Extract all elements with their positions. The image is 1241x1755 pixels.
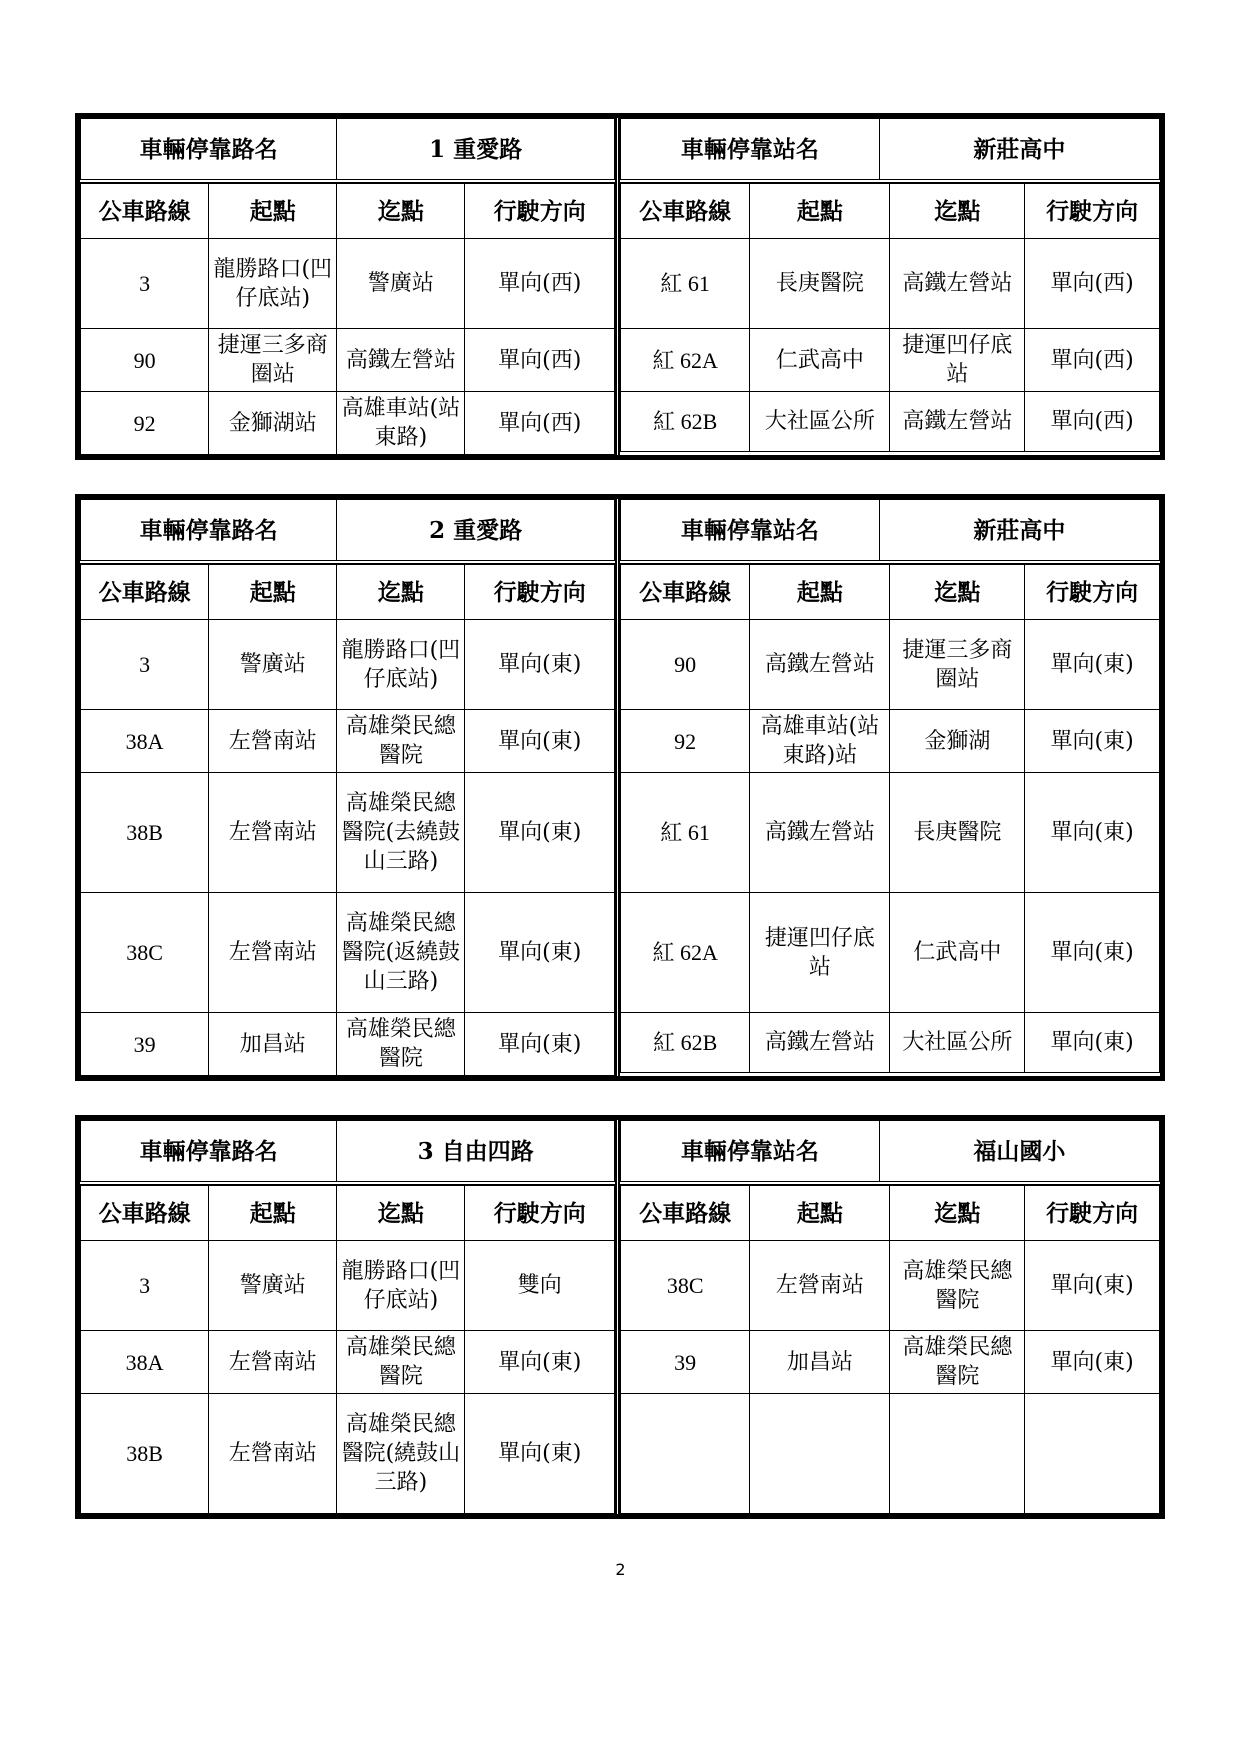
col-end-header: 迄點: [890, 565, 1025, 620]
end-cell: 高雄榮民總醫院: [337, 1013, 465, 1076]
stop-table-1: [620, 118, 1160, 455]
start-cell: 加昌站: [750, 1331, 890, 1394]
route-cell: 38C: [621, 1241, 750, 1331]
direction-cell: 單向(西): [465, 329, 615, 392]
route-cell: 90: [621, 620, 750, 710]
direction-cell: 單向(東): [465, 620, 615, 710]
route-cell: 39: [621, 1331, 750, 1394]
bus-table-block-1: [75, 113, 1165, 460]
route-cell: [621, 1394, 750, 1514]
col-start-header: 起點: [209, 565, 337, 620]
bus-table-block-3: [75, 1115, 1165, 1519]
road-name-value: 3 自由四路: [337, 1121, 615, 1184]
col-end-header: 迄點: [337, 1186, 465, 1241]
col-direction-header: 行駛方向: [1025, 1186, 1160, 1241]
table-row: [621, 329, 1160, 392]
route-cell: 紅 62A: [621, 329, 750, 392]
direction-cell: 單向(東): [465, 710, 615, 773]
start-cell: 警廣站: [209, 1241, 337, 1331]
end-cell: 高雄榮民總醫院: [337, 1331, 465, 1394]
route-cell: 90: [81, 329, 209, 392]
start-cell: 左營南站: [209, 773, 337, 893]
route-cell: 3: [81, 239, 209, 329]
col-start-header: 起點: [750, 184, 890, 239]
route-cell: 38B: [81, 1394, 209, 1514]
stop-table-3: [620, 1120, 1160, 1514]
col-end-header: 迄點: [890, 1186, 1025, 1241]
table-row: [621, 620, 1160, 710]
table-row: [621, 239, 1160, 329]
road-name-value: 1 重愛路: [337, 119, 615, 182]
road-table-2: [80, 499, 620, 1076]
start-cell: 金獅湖站: [209, 392, 337, 455]
stop-name-value: 新莊高中: [879, 119, 1159, 182]
col-direction-header: 行駛方向: [1025, 184, 1160, 239]
start-cell: 長庚醫院: [750, 239, 890, 329]
start-cell: [750, 1394, 890, 1514]
road-name-label: 車輛停靠路名: [81, 500, 337, 563]
table-row: [81, 239, 615, 329]
start-cell: 捷運凹仔底站: [750, 893, 890, 1013]
stop-name-value: 新莊高中: [879, 500, 1159, 563]
route-cell: 紅 61: [621, 239, 750, 329]
end-cell: 高雄榮民總醫院(繞鼓山三路): [337, 1394, 465, 1514]
table-row: [621, 1241, 1160, 1331]
direction-cell: [1025, 1394, 1160, 1514]
direction-cell: 單向(東): [1025, 620, 1160, 710]
route-cell: 38C: [81, 893, 209, 1013]
start-cell: 捷運三多商圈站: [209, 329, 337, 392]
road-table-1: [80, 118, 620, 455]
table-row: [81, 620, 615, 710]
direction-cell: 雙向: [465, 1241, 615, 1331]
end-cell: 龍勝路口(凹仔底站): [337, 620, 465, 710]
table-row: [621, 773, 1160, 893]
stop-table-2: [620, 499, 1160, 1076]
start-cell: 高鐵左營站: [750, 1013, 890, 1073]
start-cell: 龍勝路口(凹仔底站): [209, 239, 337, 329]
route-cell: 紅 61: [621, 773, 750, 893]
table-row: [81, 1013, 615, 1076]
end-cell: 高雄榮民總醫院(去繞鼓山三路): [337, 773, 465, 893]
col-direction-header: 行駛方向: [465, 565, 615, 620]
table-row: [81, 329, 615, 392]
direction-cell: 單向(東): [465, 1331, 615, 1394]
route-cell: 92: [81, 392, 209, 455]
table-row: [81, 893, 615, 1013]
direction-cell: 單向(西): [465, 392, 615, 455]
route-cell: 38B: [81, 773, 209, 893]
route-cell: 3: [81, 620, 209, 710]
end-cell: [890, 1394, 1025, 1514]
col-end-header: 迄點: [890, 184, 1025, 239]
start-cell: 左營南站: [209, 1394, 337, 1514]
direction-cell: 單向(東): [1025, 710, 1160, 773]
col-start-header: 起點: [750, 1186, 890, 1241]
col-direction-header: 行駛方向: [1025, 565, 1160, 620]
direction-cell: 單向(西): [465, 239, 615, 329]
direction-cell: 單向(東): [465, 1394, 615, 1514]
end-cell: 高鐵左營站: [337, 329, 465, 392]
start-cell: 左營南站: [750, 1241, 890, 1331]
table-row: [621, 1013, 1160, 1073]
end-cell: 警廣站: [337, 239, 465, 329]
table-row: [81, 1331, 615, 1394]
table-row: [81, 1394, 615, 1514]
end-cell: 高雄榮民總醫院: [337, 710, 465, 773]
end-cell: 高雄榮民總醫院(返繞鼓山三路): [337, 893, 465, 1013]
table-row: [621, 710, 1160, 773]
start-cell: 高鐵左營站: [750, 620, 890, 710]
end-cell: 長庚醫院: [890, 773, 1025, 893]
col-start-header: 起點: [750, 565, 890, 620]
table-row: [81, 773, 615, 893]
start-cell: 左營南站: [209, 1331, 337, 1394]
route-cell: 紅 62B: [621, 1013, 750, 1073]
col-direction-header: 行駛方向: [465, 1186, 615, 1241]
end-cell: 金獅湖: [890, 710, 1025, 773]
road-name-label: 車輛停靠路名: [81, 1121, 337, 1184]
stop-name-label: 車輛停靠站名: [621, 500, 880, 563]
start-cell: 左營南站: [209, 710, 337, 773]
direction-cell: 單向(西): [1025, 329, 1160, 392]
start-cell: 大社區公所: [750, 392, 890, 452]
direction-cell: 單向(西): [1025, 239, 1160, 329]
direction-cell: 單向(東): [465, 773, 615, 893]
end-cell: 仁武高中: [890, 893, 1025, 1013]
direction-cell: 單向(東): [1025, 1241, 1160, 1331]
start-cell: 高雄車站(站東路)站: [750, 710, 890, 773]
col-start-header: 起點: [209, 1186, 337, 1241]
col-end-header: 迄點: [337, 565, 465, 620]
road-table-3: [80, 1120, 620, 1514]
route-cell: 3: [81, 1241, 209, 1331]
start-cell: 警廣站: [209, 620, 337, 710]
end-cell: 捷運凹仔底站: [890, 329, 1025, 392]
direction-cell: 單向(東): [1025, 1013, 1160, 1073]
col-route-header: 公車路線: [621, 1186, 750, 1241]
road-name-label: 車輛停靠路名: [81, 119, 337, 182]
end-cell: 龍勝路口(凹仔底站): [337, 1241, 465, 1331]
table-row: [621, 392, 1160, 452]
end-cell: 高雄車站(站東路): [337, 392, 465, 455]
table-row: [81, 710, 615, 773]
page-number: 2: [615, 1560, 626, 1579]
bus-table-block-2: [75, 494, 1165, 1081]
end-cell: 高鐵左營站: [890, 392, 1025, 452]
route-cell: 38A: [81, 710, 209, 773]
direction-cell: 單向(東): [1025, 893, 1160, 1013]
direction-cell: 單向(東): [465, 1013, 615, 1076]
stop-name-label: 車輛停靠站名: [621, 119, 880, 182]
direction-cell: 單向(東): [1025, 1331, 1160, 1394]
end-cell: 捷運三多商圈站: [890, 620, 1025, 710]
end-cell: 高雄榮民總醫院: [890, 1241, 1025, 1331]
route-cell: 38A: [81, 1331, 209, 1394]
start-cell: 加昌站: [209, 1013, 337, 1076]
table-row: [621, 1331, 1160, 1394]
route-cell: 紅 62A: [621, 893, 750, 1013]
end-cell: 大社區公所: [890, 1013, 1025, 1073]
col-route-header: 公車路線: [81, 1186, 209, 1241]
table-row: [81, 1241, 615, 1331]
stop-name-label: 車輛停靠站名: [621, 1121, 880, 1184]
start-cell: 高鐵左營站: [750, 773, 890, 893]
col-route-header: 公車路線: [621, 184, 750, 239]
direction-cell: 單向(西): [1025, 392, 1160, 452]
stop-name-value: 福山國小: [879, 1121, 1159, 1184]
direction-cell: 單向(東): [465, 893, 615, 1013]
end-cell: 高鐵左營站: [890, 239, 1025, 329]
route-cell: 39: [81, 1013, 209, 1076]
start-cell: 左營南站: [209, 893, 337, 1013]
table-row: [81, 392, 615, 455]
table-row: [621, 893, 1160, 1013]
route-cell: 92: [621, 710, 750, 773]
direction-cell: 單向(東): [1025, 773, 1160, 893]
col-start-header: 起點: [209, 184, 337, 239]
col-route-header: 公車路線: [81, 565, 209, 620]
table-row: [621, 1394, 1160, 1514]
road-name-value: 2 重愛路: [337, 500, 615, 563]
start-cell: 仁武高中: [750, 329, 890, 392]
route-cell: 紅 62B: [621, 392, 750, 452]
col-route-header: 公車路線: [81, 184, 209, 239]
col-end-header: 迄點: [337, 184, 465, 239]
col-route-header: 公車路線: [621, 565, 750, 620]
end-cell: 高雄榮民總醫院: [890, 1331, 1025, 1394]
col-direction-header: 行駛方向: [465, 184, 615, 239]
